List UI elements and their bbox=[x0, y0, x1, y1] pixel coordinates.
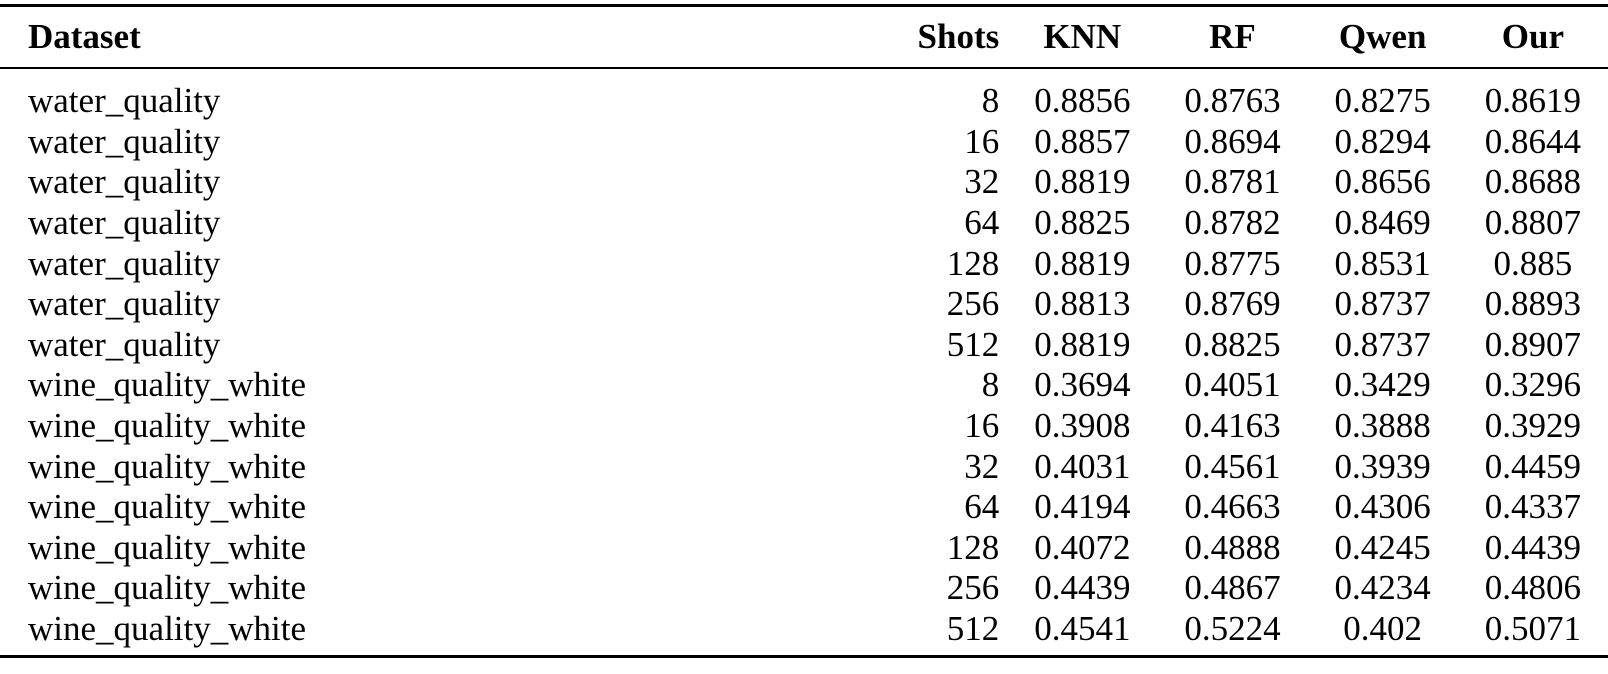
cell-qwen: 0.4306 bbox=[1334, 487, 1431, 527]
cell-qwen: 0.8275 bbox=[1334, 81, 1431, 121]
cell-knn: 0.4194 bbox=[1034, 487, 1131, 527]
cell-our: 0.8644 bbox=[1484, 121, 1581, 161]
cell-our: 0.8893 bbox=[1484, 284, 1581, 324]
cell-rf: 0.5224 bbox=[1184, 609, 1281, 649]
table-row bbox=[0, 568, 1608, 609]
table-row bbox=[0, 528, 1608, 569]
cell-our: 0.8619 bbox=[1484, 81, 1581, 121]
cell-our: 0.4806 bbox=[1484, 568, 1581, 608]
cell-rf: 0.8782 bbox=[1184, 203, 1281, 243]
header-shots: Shots bbox=[917, 17, 1000, 56]
table-body bbox=[0, 68, 1608, 657]
cell-shots: 8 bbox=[981, 81, 1000, 121]
cell-our: 0.4439 bbox=[1484, 527, 1581, 567]
header-dataset: Dataset bbox=[28, 17, 141, 56]
cell-knn: 0.3908 bbox=[1034, 406, 1131, 446]
cell-rf: 0.8775 bbox=[1184, 243, 1281, 283]
cell-our: 0.8907 bbox=[1484, 324, 1581, 364]
results-table bbox=[0, 4, 1608, 658]
cell-knn: 0.8819 bbox=[1034, 162, 1131, 202]
cell-qwen: 0.4234 bbox=[1334, 568, 1431, 608]
cell-our: 0.8807 bbox=[1484, 203, 1581, 243]
table-row bbox=[0, 487, 1608, 528]
table-row bbox=[0, 609, 1608, 657]
cell-rf: 0.8769 bbox=[1184, 284, 1281, 324]
header-our: Our bbox=[1501, 17, 1564, 56]
cell-dataset: wine_quality_white bbox=[28, 446, 307, 486]
cell-rf: 0.4867 bbox=[1184, 568, 1281, 608]
cell-dataset: wine_quality_white bbox=[28, 609, 307, 649]
cell-dataset: wine_quality_white bbox=[28, 568, 307, 608]
cell-rf: 0.8763 bbox=[1184, 81, 1281, 121]
cell-rf: 0.4051 bbox=[1184, 365, 1281, 405]
cell-rf: 0.4561 bbox=[1184, 446, 1281, 486]
table-header bbox=[0, 6, 1608, 69]
cell-qwen: 0.8294 bbox=[1334, 121, 1431, 161]
cell-knn: 0.8825 bbox=[1034, 203, 1131, 243]
table-row bbox=[0, 284, 1608, 325]
cell-qwen: 0.4245 bbox=[1334, 527, 1431, 567]
header-qwen: Qwen bbox=[1338, 17, 1427, 56]
cell-our: 0.885 bbox=[1493, 243, 1573, 283]
cell-dataset: water_quality bbox=[28, 324, 221, 364]
table-row bbox=[0, 122, 1608, 163]
cell-knn: 0.4541 bbox=[1034, 609, 1131, 649]
table-row bbox=[0, 68, 1608, 122]
cell-rf: 0.8825 bbox=[1184, 324, 1281, 364]
cell-shots: 32 bbox=[964, 446, 1000, 486]
cell-shots: 256 bbox=[946, 284, 1000, 324]
cell-shots: 512 bbox=[946, 609, 1000, 649]
cell-knn: 0.8819 bbox=[1034, 243, 1131, 283]
cell-shots: 128 bbox=[946, 527, 1000, 567]
cell-dataset: wine_quality_white bbox=[28, 487, 307, 527]
cell-shots: 16 bbox=[964, 406, 1000, 446]
cell-rf: 0.8694 bbox=[1184, 121, 1281, 161]
cell-dataset: water_quality bbox=[28, 121, 221, 161]
cell-dataset: water_quality bbox=[28, 162, 221, 202]
header-row bbox=[0, 6, 1608, 69]
header-knn: KNN bbox=[1043, 17, 1122, 56]
cell-knn: 0.3694 bbox=[1034, 365, 1131, 405]
header-rf: RF bbox=[1209, 17, 1256, 56]
cell-shots: 128 bbox=[946, 243, 1000, 283]
cell-our: 0.8688 bbox=[1484, 162, 1581, 202]
cell-dataset: wine_quality_white bbox=[28, 406, 307, 446]
cell-rf: 0.4163 bbox=[1184, 406, 1281, 446]
cell-qwen: 0.402 bbox=[1343, 609, 1423, 649]
cell-our: 0.3929 bbox=[1484, 406, 1581, 446]
cell-qwen: 0.8737 bbox=[1334, 284, 1431, 324]
cell-dataset: wine_quality_white bbox=[28, 365, 307, 405]
cell-shots: 16 bbox=[964, 121, 1000, 161]
cell-qwen: 0.3888 bbox=[1334, 406, 1431, 446]
cell-our: 0.4337 bbox=[1484, 487, 1581, 527]
table-row bbox=[0, 162, 1608, 203]
cell-dataset: water_quality bbox=[28, 243, 221, 283]
cell-qwen: 0.3429 bbox=[1334, 365, 1431, 405]
cell-our: 0.4459 bbox=[1484, 446, 1581, 486]
table-row bbox=[0, 325, 1608, 366]
cell-knn: 0.8856 bbox=[1034, 81, 1131, 121]
cell-qwen: 0.8531 bbox=[1334, 243, 1431, 283]
cell-rf: 0.4663 bbox=[1184, 487, 1281, 527]
cell-qwen: 0.8737 bbox=[1334, 324, 1431, 364]
cell-shots: 32 bbox=[964, 162, 1000, 202]
cell-shots: 512 bbox=[946, 324, 1000, 364]
cell-qwen: 0.3939 bbox=[1334, 446, 1431, 486]
table-row bbox=[0, 406, 1608, 447]
cell-knn: 0.4031 bbox=[1034, 446, 1131, 486]
cell-shots: 64 bbox=[964, 487, 1000, 527]
cell-dataset: water_quality bbox=[28, 81, 221, 121]
cell-dataset: wine_quality_white bbox=[28, 527, 307, 567]
cell-rf: 0.4888 bbox=[1184, 527, 1281, 567]
table-row bbox=[0, 446, 1608, 487]
cell-dataset: water_quality bbox=[28, 203, 221, 243]
cell-knn: 0.8813 bbox=[1034, 284, 1131, 324]
table-row bbox=[0, 203, 1608, 244]
cell-knn: 0.4072 bbox=[1034, 527, 1131, 567]
cell-knn: 0.8819 bbox=[1034, 324, 1131, 364]
cell-qwen: 0.8656 bbox=[1334, 162, 1431, 202]
cell-shots: 256 bbox=[946, 568, 1000, 608]
cell-shots: 8 bbox=[981, 365, 1000, 405]
cell-shots: 64 bbox=[964, 203, 1000, 243]
cell-rf: 0.8781 bbox=[1184, 162, 1281, 202]
cell-qwen: 0.8469 bbox=[1334, 203, 1431, 243]
cell-dataset: water_quality bbox=[28, 284, 221, 324]
cell-our: 0.5071 bbox=[1484, 609, 1581, 649]
table-row bbox=[0, 243, 1608, 284]
cell-our: 0.3296 bbox=[1484, 365, 1581, 405]
cell-knn: 0.4439 bbox=[1034, 568, 1131, 608]
cell-knn: 0.8857 bbox=[1034, 121, 1131, 161]
table-row bbox=[0, 365, 1608, 406]
